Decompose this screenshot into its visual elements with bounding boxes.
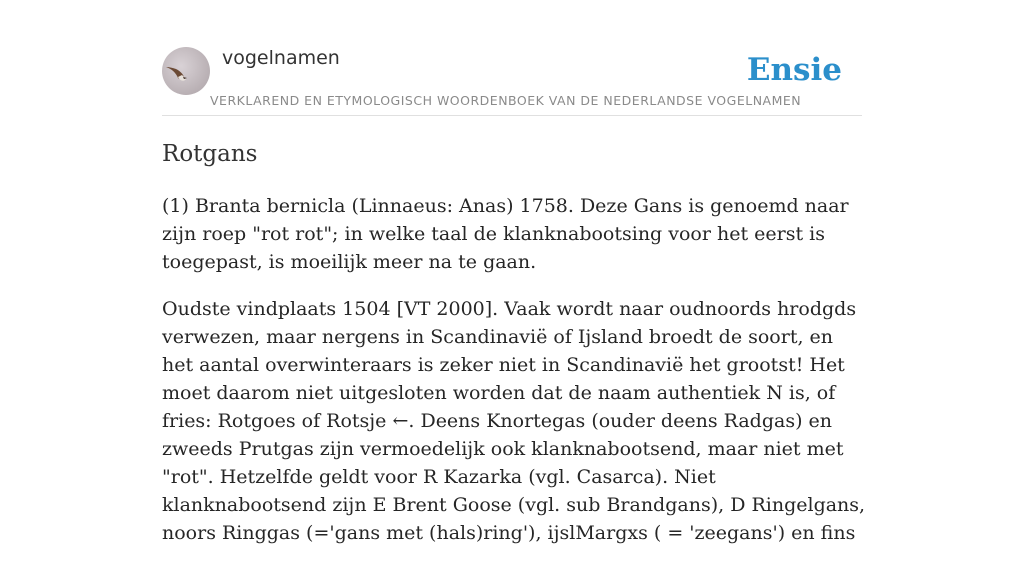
site-header [162, 0, 862, 116]
entry-title: Rotgans [162, 141, 258, 167]
site-subtitle: VERKLAREND EN ETYMOLOGISCH WOORDENBOEK VAN DE NEDERLANDSE VOGELNAMEN [210, 93, 802, 108]
bird-avatar-icon[interactable] [162, 47, 210, 95]
bird-silhouette [162, 47, 210, 95]
entry-body [162, 192, 867, 566]
site-name-link[interactable]: vogelnamen [222, 47, 340, 69]
entry-paragraph: Oudste vindplaats 1504 [VT 2000]. Vaak wordt naar oudnoords hrodgds verwezen, maar nergens in Scandinavië of Ijsland broedt de soort, en het aantal overwinteraars is zeker niet in Scandinavië het grootst! Het moet daarom niet uitgesloten worden dat de naam authentiek N is, of fries: Rotgoes of Rotsje ←. Deens Knortegas (ouder deens Radgas) en zweeds Prutgas zijn vermoedelijk ook klanknabootsend, maar niet met "rot". Hetzelfde geldt voor R Kazarka (vgl. Casarca). Niet klanknabootsend zijn E Brent Goose (vgl. sub Brandgans), D Ringelgans, noors Ringgas (='gans met (hals)ring'), ijslMargxs ( = 'zeegans') en fins [162, 298, 866, 544]
ensie-logo-link[interactable]: Ensie [746, 52, 842, 88]
entry-paragraph: (1) Branta bernicla (Linnaeus: Anas) 1758. Deze Gans is genoemd naar zijn roep "rot rot"; in welke taal de klanknabootsing voor het eerst is toegepast, is moeilijk meer na te gaan. [162, 195, 849, 273]
page-container [162, 0, 866, 544]
